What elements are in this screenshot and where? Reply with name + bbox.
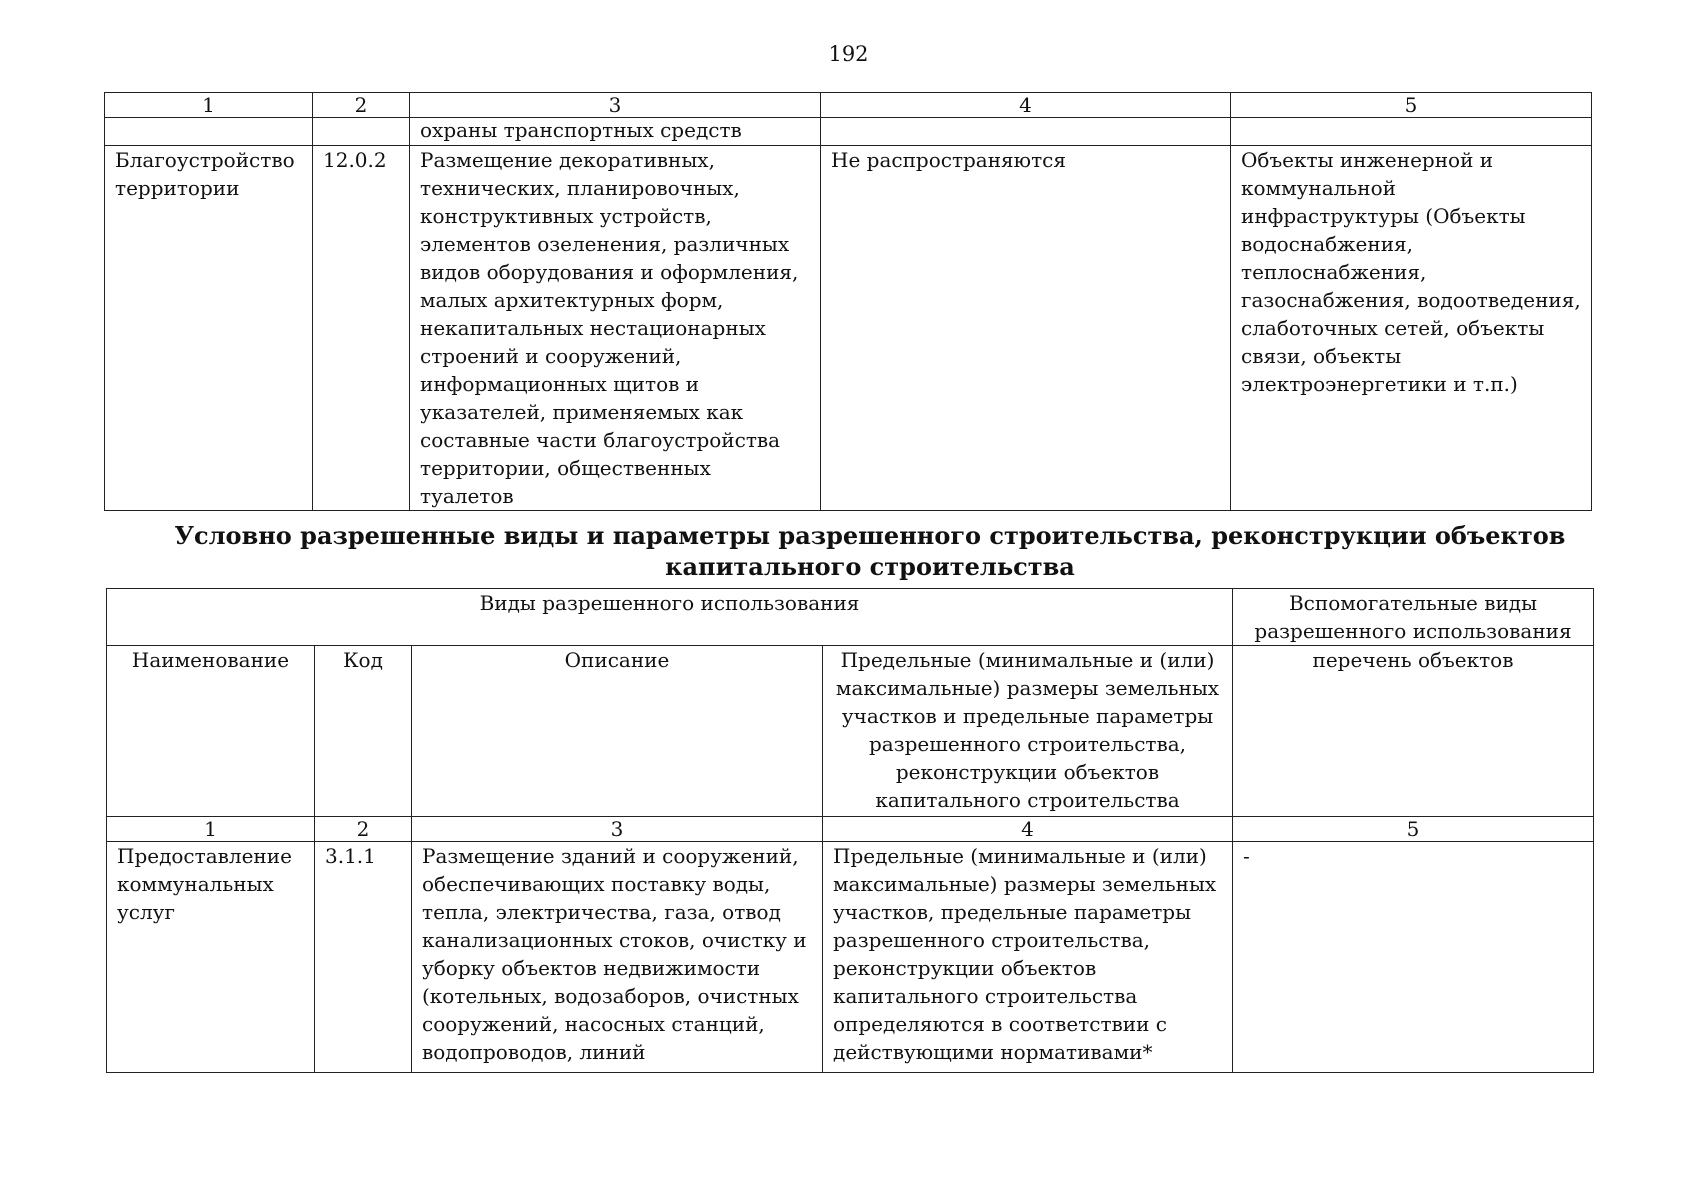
- table-row: [107, 589, 1594, 646]
- empty-cell: [105, 118, 313, 146]
- use-name-cell: Благоустройство территории: [105, 146, 313, 511]
- column-header: Предельные (минимальные и (или) максимальные) размеры земельных участков и предельные параметры разрешенного строительства, реконструкции объектов капитального строительства: [823, 646, 1233, 817]
- use-description-cell: Размещение декоративных, технических, планировочных, конструктивных устройств, элементов озеленения, различных видов оборудования и оформления, малых архитектурных форм, некапитальных нестационарных строений и сооружений, информационных щитов и указателей, применяемых как составные части благоустройства территории, общественных туалетов: [410, 146, 821, 511]
- col-number-cell: 1: [105, 93, 313, 118]
- auxiliary-uses-cell: -: [1233, 842, 1594, 1073]
- col-number-cell: 4: [821, 93, 1231, 118]
- use-description-cell: Размещение зданий и сооружений, обеспечивающих поставку воды, тепла, электричества, газа, отвод канализационных стоков, очистку и уборку объектов недвижимости (котельных, водозаборов, очистных сооружений, насосных станций, водопроводов, линий: [412, 842, 823, 1073]
- use-params-cell: Не распространяются: [821, 146, 1231, 511]
- use-code-cell: 3.1.1: [315, 842, 412, 1073]
- continuation-cell: охраны транспортных средств: [410, 118, 821, 146]
- column-header: Описание: [412, 646, 823, 817]
- page-number: 192: [828, 42, 869, 66]
- column-header: перечень объектов: [1233, 646, 1594, 817]
- use-params-cell: Предельные (минимальные и (или) максимальные) размеры земельных участков, предельные параметры разрешенного строительства, реконструкции объектов капитального строительства определяются в соответствии с действующими нормативами*: [823, 842, 1233, 1073]
- col-number-cell: 5: [1231, 93, 1592, 118]
- table-row: [107, 646, 1594, 817]
- use-name-cell: Предоставление коммунальных услуг: [107, 842, 315, 1073]
- aux-header-cell: Вспомогательные виды разрешенного использования: [1233, 589, 1594, 646]
- table-conditional-uses: [106, 588, 1594, 1073]
- empty-cell: [1231, 118, 1592, 146]
- col-number-cell: 3: [412, 817, 823, 842]
- group-header-cell: Виды разрешенного использования: [107, 589, 1233, 646]
- col-number-cell: 2: [313, 93, 410, 118]
- col-number-cell: 4: [823, 817, 1233, 842]
- table-row: [105, 93, 1592, 118]
- col-number-cell: 3: [410, 93, 821, 118]
- column-header: Наименование: [107, 646, 315, 817]
- section-heading: Условно разрешенные виды и параметры разрешенного строительства, реконструкции объектов капитального строительства: [174, 521, 1566, 581]
- col-number-cell: 1: [107, 817, 315, 842]
- col-number-cell: 5: [1233, 817, 1594, 842]
- auxiliary-uses-cell: Объекты инженерной и коммунальной инфраструктуры (Объекты водоснабжения, теплоснабжения, газоснабжения, водоотведения, слаботочных сетей, объекты связи, объекты электроэнергетики и т.п.): [1231, 146, 1592, 511]
- empty-cell: [821, 118, 1231, 146]
- col-number-cell: 2: [315, 817, 412, 842]
- table-permitted-uses-continued: [104, 92, 1592, 511]
- table-row: [105, 118, 1592, 146]
- table-row: [105, 146, 1592, 511]
- use-code-cell: 12.0.2: [313, 146, 410, 511]
- column-header: Код: [315, 646, 412, 817]
- table-row: [107, 842, 1594, 1073]
- empty-cell: [313, 118, 410, 146]
- table-row: [107, 817, 1594, 842]
